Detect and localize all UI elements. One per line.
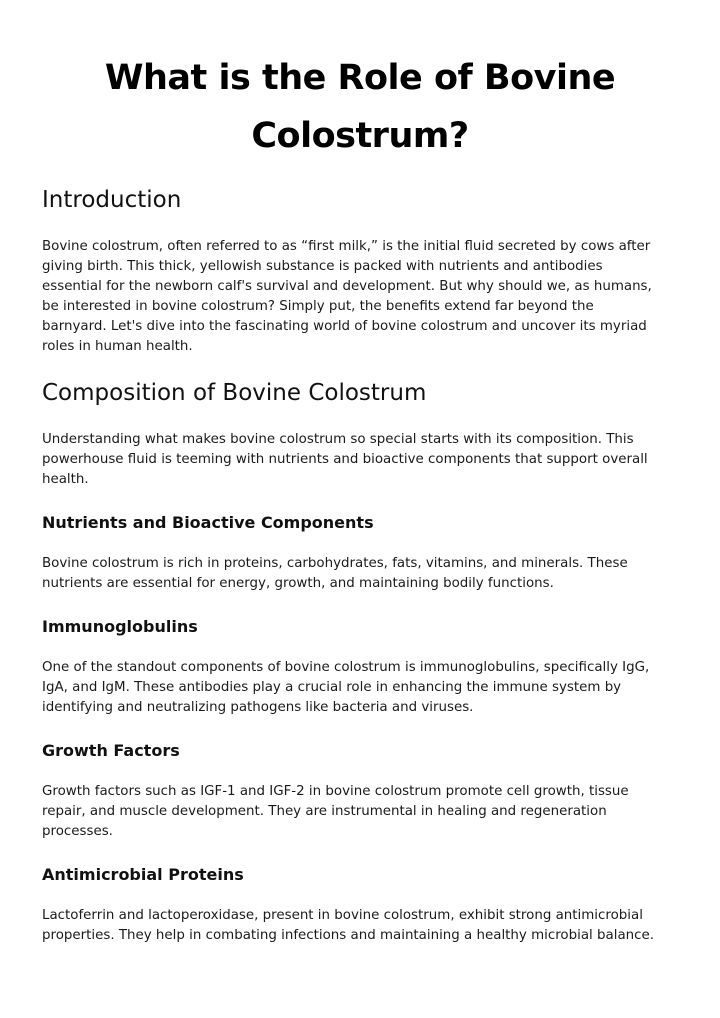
composition-heading: Composition of Bovine Colostrum (42, 380, 427, 406)
paragraph-line: properties. They help in combating infections and maintaining a healthy microbial balance. (42, 928, 654, 943)
paragraph-line: health. (42, 472, 89, 487)
introduction-paragraph (42, 237, 682, 357)
paragraph-line: identifying and neutralizing pathogens like bacteria and viruses. (42, 700, 474, 715)
page-title-line-1: What is the Role of Bovine (104, 58, 616, 98)
composition-paragraph (42, 430, 682, 490)
paragraph-line: Growth factors such as IGF-1 and IGF-2 in bovine colostrum promote cell growth, tissue (42, 784, 629, 799)
introduction-heading: Introduction (42, 187, 182, 213)
growth-factors-paragraph (42, 782, 682, 842)
paragraph-line: essential for the newborn calf's survival and development. But why should we, as humans, (42, 279, 652, 294)
page-title-line-2: Colostrum? (251, 116, 469, 156)
immunoglobulins-heading: Immunoglobulins (42, 617, 198, 636)
paragraph-line: be interested in bovine colostrum? Simply put, the benefits extend far beyond the (42, 299, 594, 314)
immunoglobulins-paragraph (42, 658, 682, 718)
paragraph-line: powerhouse fluid is teeming with nutrients and bioactive components that support overall (42, 452, 648, 467)
paragraph-line: Lactoferrin and lactoperoxidase, present in bovine colostrum, exhibit strong antimicrobial (42, 908, 643, 923)
antimicrobial-paragraph (42, 906, 682, 946)
paragraph-line: roles in human health. (42, 339, 193, 354)
paragraph-line: repair, and muscle development. They are instrumental in healing and regeneration (42, 804, 607, 819)
growth-factors-heading: Growth Factors (42, 741, 180, 760)
nutrients-paragraph (42, 554, 682, 594)
antimicrobial-heading: Antimicrobial Proteins (42, 865, 244, 884)
paragraph-line: nutrients are essential for energy, growth, and maintaining bodily functions. (42, 576, 554, 591)
paragraph-line: One of the standout components of bovine colostrum is immunoglobulins, specifically IgG, (42, 660, 650, 675)
paragraph-line: IgA, and IgM. These antibodies play a crucial role in enhancing the immune system by (42, 680, 622, 695)
paragraph-line: Bovine colostrum is rich in proteins, carbohydrates, fats, vitamins, and minerals. These (42, 556, 628, 571)
paragraph-line: Understanding what makes bovine colostrum so special starts with its composition. This (42, 432, 634, 447)
paragraph-line: giving birth. This thick, yellowish substance is packed with nutrients and antibodies (42, 259, 603, 274)
paragraph-line: processes. (42, 824, 113, 839)
nutrients-heading: Nutrients and Bioactive Components (42, 513, 374, 532)
paragraph-line: barnyard. Let's dive into the fascinating world of bovine colostrum and uncover its myriad (42, 319, 647, 334)
paragraph-line: Bovine colostrum, often referred to as “first milk,” is the initial fluid secreted by cows after (42, 239, 651, 254)
